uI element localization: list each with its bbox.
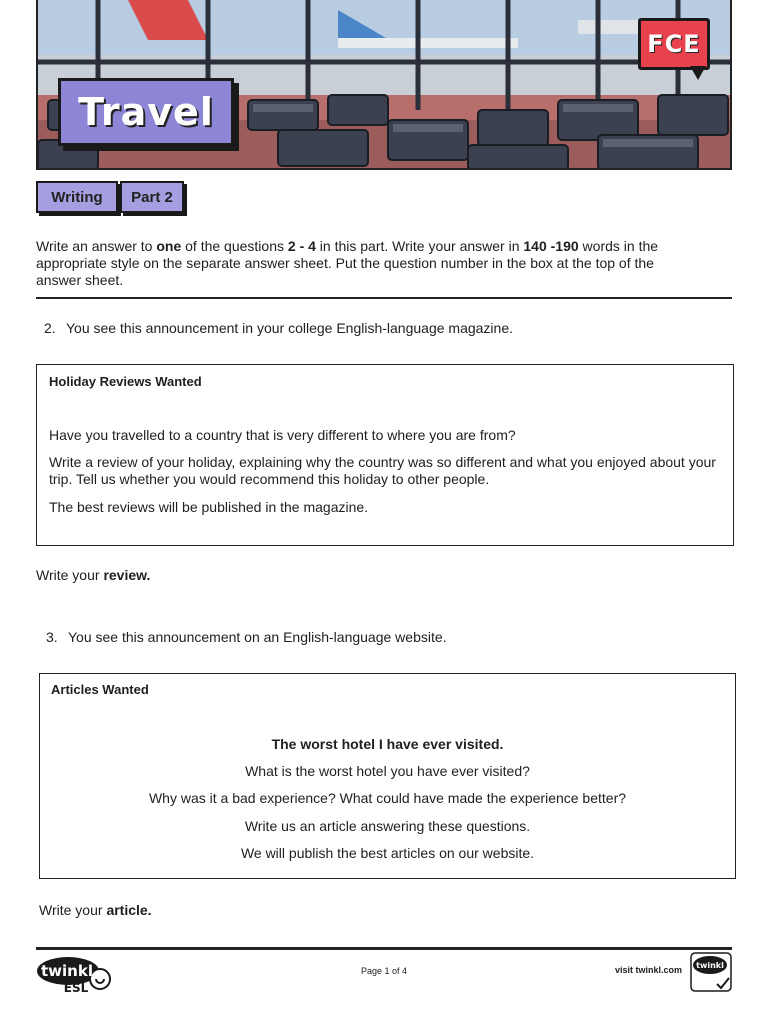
- box-line: We will publish the best articles on our website.: [240, 845, 535, 861]
- box-line: Have you travelled to a country that is very different to where you are from?: [49, 427, 516, 443]
- question-text: You see this announcement in your college English-language magazine.: [66, 320, 514, 336]
- write-prefix: Write your: [36, 567, 104, 583]
- page-number: Page 1 of 4: [360, 966, 408, 976]
- quality-badge: [690, 952, 732, 992]
- announcement-box-holiday: [36, 364, 734, 546]
- divider: [36, 297, 732, 299]
- instructions-text: in this part. Write your answer in: [315, 238, 524, 254]
- tag-part: Part 2: [120, 181, 184, 213]
- question-2-prompt: [44, 320, 513, 336]
- question-text: You see this announcement on an English-language website.: [68, 629, 447, 645]
- write-prefix: Write your: [39, 902, 107, 918]
- write-task: article.: [106, 902, 152, 918]
- box-heading: Holiday Reviews Wanted: [49, 374, 202, 389]
- instructions-text: Write an answer to: [36, 238, 157, 254]
- instructions-bold: 2 - 4: [287, 238, 316, 254]
- twinkl-esl-logo[interactable]: [36, 953, 116, 995]
- logo-word: twinkl: [41, 962, 93, 980]
- fce-badge-label: FCE: [647, 30, 701, 58]
- twinkl-logo-icon: [36, 953, 116, 995]
- write-instruction-article: [39, 902, 152, 918]
- box-line: Why was it a bad experience? What could have made the experience better?: [148, 790, 627, 806]
- box-subheading: The worst hotel I have ever visited.: [271, 736, 504, 752]
- visit-link[interactable]: visit twinkl.com: [614, 965, 682, 975]
- announcement-box-articles: [39, 673, 736, 879]
- question-number: 2.: [44, 320, 56, 336]
- box-heading: Articles Wanted: [51, 682, 149, 697]
- box-line: What is the worst hotel you have ever visited?: [245, 763, 530, 779]
- page-title-plate: [58, 78, 234, 146]
- instructions-bold: 140 -190: [523, 238, 579, 254]
- logo-esl: ESL: [63, 981, 89, 995]
- instructions-text: of the questions: [181, 238, 288, 254]
- page-title: Travel: [78, 90, 214, 134]
- instructions: [36, 238, 676, 289]
- quality-standard-icon: [690, 952, 732, 992]
- question-3-prompt: [46, 629, 447, 645]
- footer-divider: [36, 947, 732, 950]
- box-line: Write us an article answering these questions.: [244, 818, 531, 834]
- fce-badge: [638, 18, 710, 70]
- tag-writing: Writing: [36, 181, 118, 213]
- quality-badge-label: twinkl: [696, 961, 724, 970]
- instructions-bold: one: [156, 238, 182, 254]
- instructions-text: words in the appropriate style on the separate answer sheet. Put the question number in the box at the top of the answer sheet.: [36, 238, 659, 288]
- write-task: review.: [103, 567, 151, 583]
- box-line: Write a review of your holiday, explaining why the country was so different and what you enjoyed about your trip. Tell us whether you would recommend this holiday to other people.: [49, 454, 716, 487]
- question-number: 3.: [46, 629, 58, 645]
- speech-tail-icon: [690, 66, 706, 80]
- write-instruction-review: [36, 567, 150, 583]
- box-line: The best reviews will be published in the magazine.: [49, 499, 369, 515]
